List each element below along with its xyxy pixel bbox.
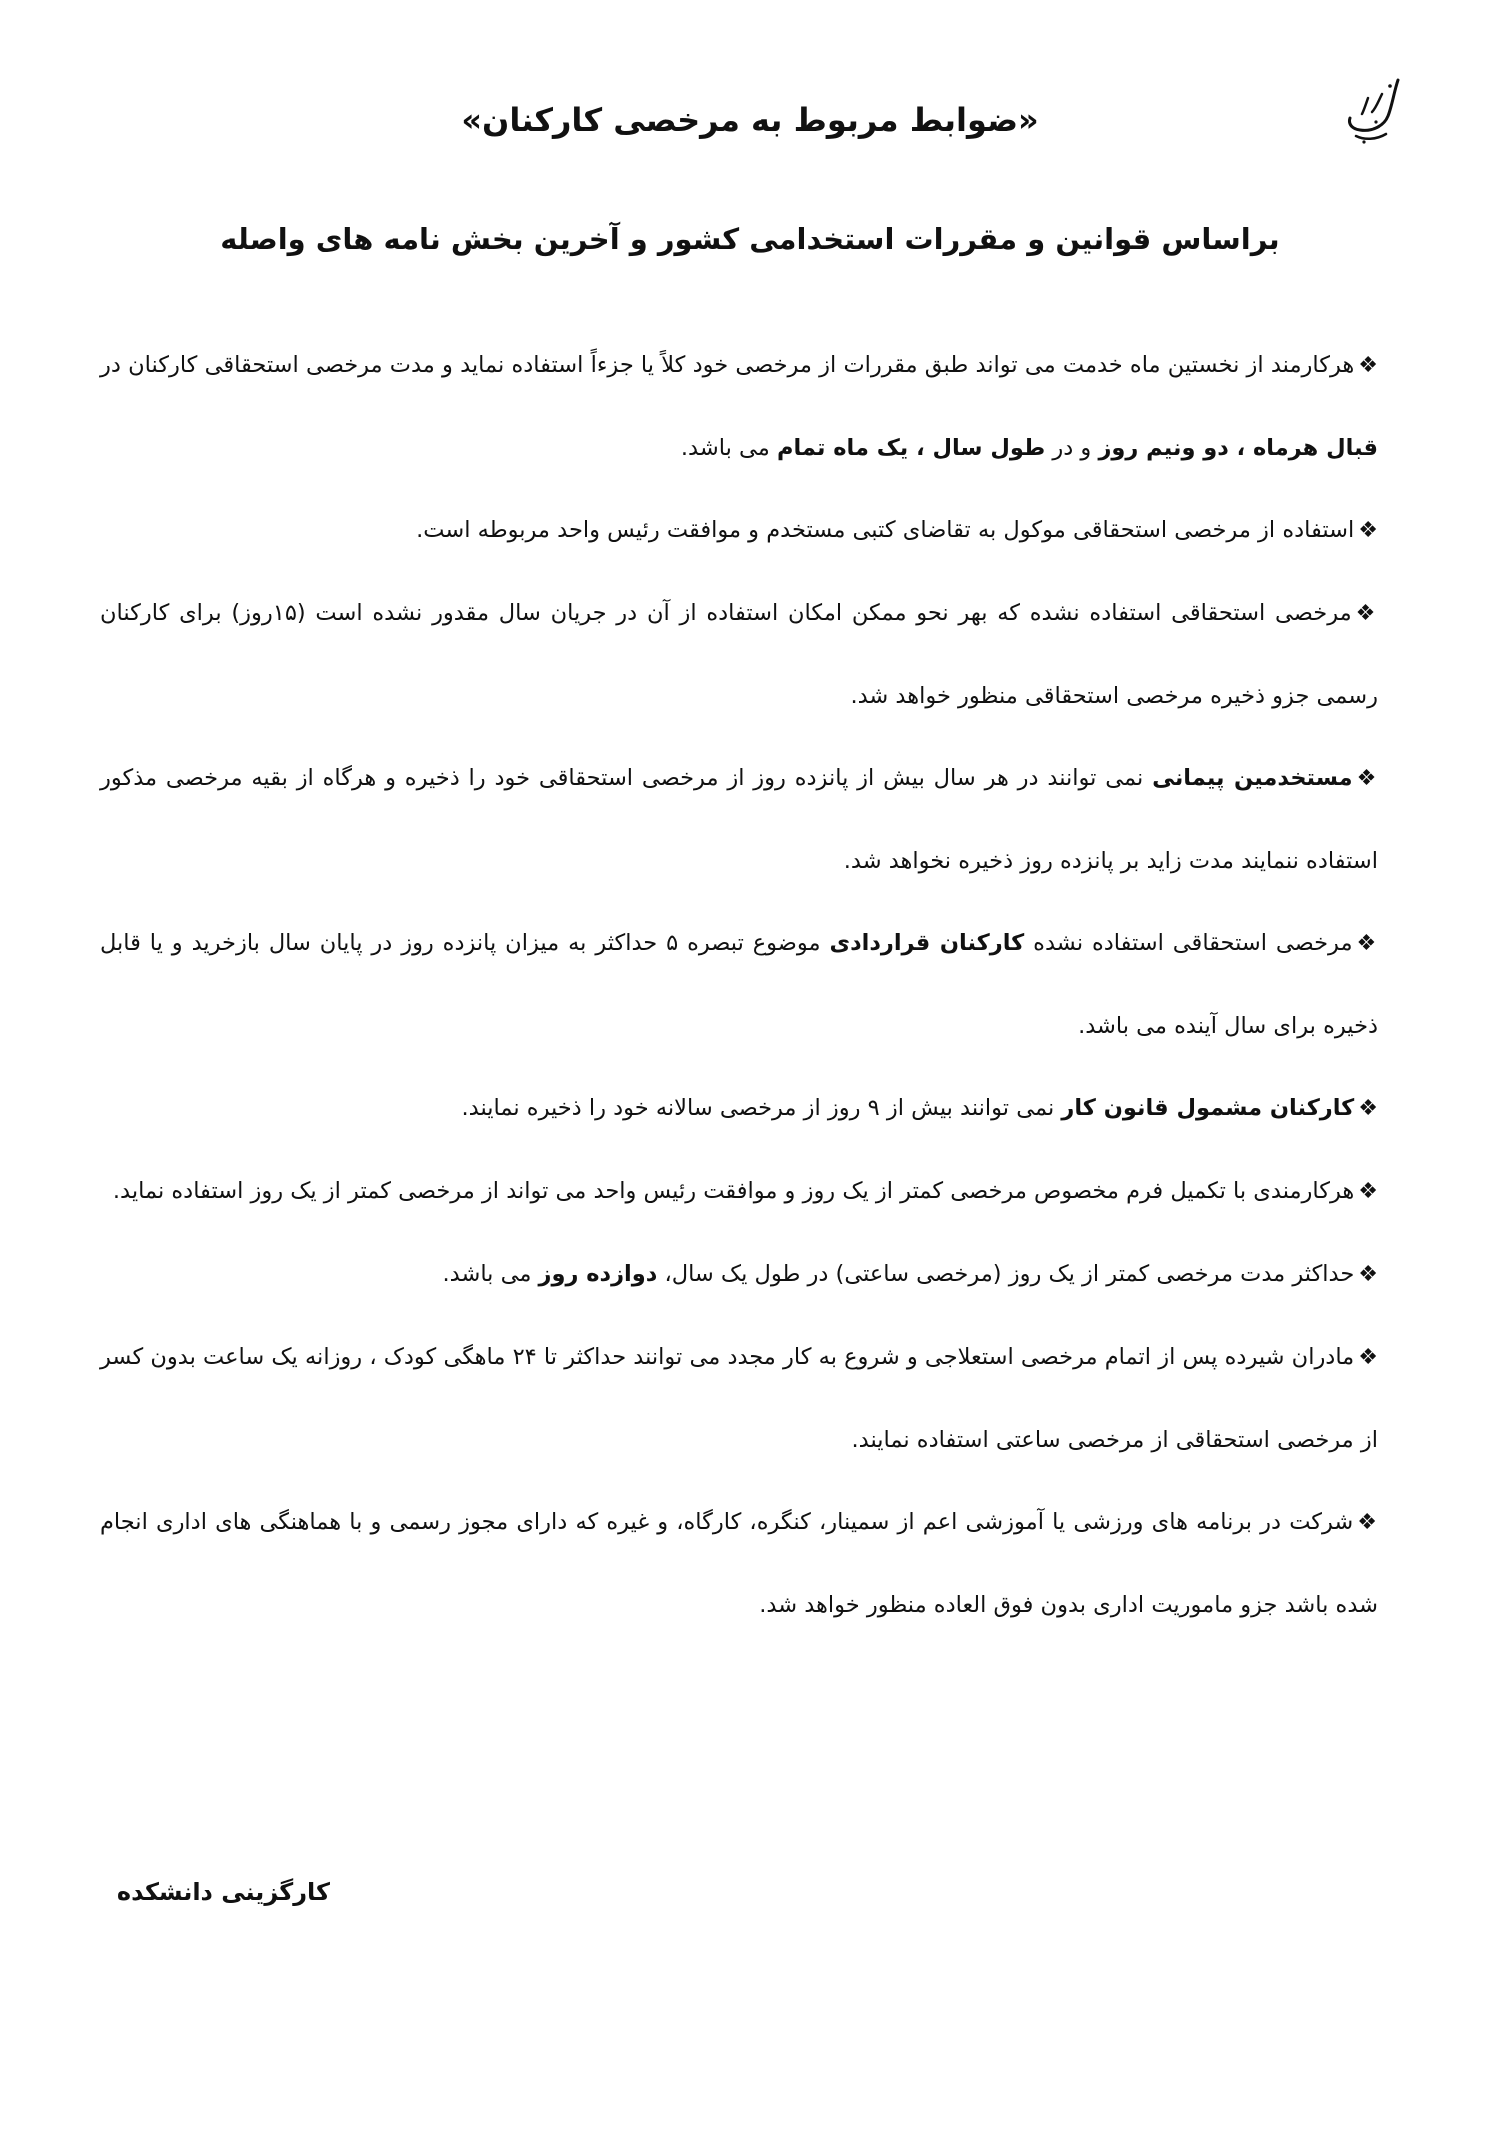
rule-text: استفاده از مرخصی استحقاقی موکول به تقاضای کتبی مستخدم و موافقت رئیس واحد مربوطه است. — [416, 517, 1355, 543]
bullet-icon: ❖ — [1356, 766, 1378, 791]
rule-emphasis: قبال هرماه ، دو ونیم روز — [1098, 435, 1378, 461]
rule-emphasis: طول سال ، یک ماه تمام — [776, 435, 1046, 461]
bullet-icon: ❖ — [1358, 353, 1378, 378]
rule-text: مرخصی استحقاقی استفاده نشده که بهر نحو ممکن امکان استفاده از آن در جریان سال مقدور نشده است (۱۵روز) برای کارکنان رسمی جزو ذخیره مرخصی استحقاقی منظور خواهد شد. — [100, 600, 1378, 709]
bullet-icon: ❖ — [1358, 518, 1378, 543]
rule-text: حداکثر مدت مرخصی کمتر از یک روز (مرخصی ساعتی) در طول یک سال، — [657, 1261, 1355, 1287]
rule-item — [100, 324, 1378, 489]
rule-emphasis: کارکنان مشمول قانون کار — [1061, 1095, 1355, 1121]
bullet-icon: ❖ — [1358, 1262, 1378, 1287]
bullet-icon: ❖ — [1355, 601, 1378, 626]
rule-text: می باشد. — [680, 435, 777, 461]
rule-item — [100, 489, 1378, 572]
rule-text: هرکارمندی با تکمیل فرم مخصوص مرخصی کمتر از یک روز و موافقت رئیس واحد می تواند از مرخصی کمتر از یک روز استفاده نماید. — [112, 1178, 1355, 1204]
rule-text: می باشد. — [442, 1261, 539, 1287]
rule-text: و در — [1045, 435, 1099, 461]
bullet-icon: ❖ — [1358, 1179, 1378, 1204]
rule-item — [100, 1316, 1378, 1481]
rule-emphasis: دوازده روز — [538, 1261, 658, 1287]
rule-item — [100, 1150, 1378, 1233]
rule-item — [100, 572, 1378, 737]
rule-item — [100, 1481, 1378, 1646]
bullet-icon: ❖ — [1358, 1096, 1378, 1121]
rule-text: موضوع تبصره ۵ حداکثر به میزان پانزده روز در پایان سال بازخرید و یا قابل ذخیره برای سال آینده می باشد. — [100, 930, 1378, 1039]
bullet-icon: ❖ — [1357, 1510, 1378, 1535]
rule-item — [100, 902, 1378, 1067]
rule-emphasis: مستخدمین پیمانی — [1152, 765, 1353, 791]
rule-text: مادران شیرده پس از اتمام مرخصی استعلاجی و شروع به کار مجدد می توانند حداکثر تا ۲۴ ماهگی کودک ، روزانه یک ساعت بدون کسر از مرخصی استحقاقی از مرخصی ساعتی استفاده نمایند. — [100, 1344, 1378, 1453]
document-title: «ضوابط مربوط به مرخصی کارکنان» — [461, 101, 1039, 139]
rule-emphasis: کارکنان قراردادی — [829, 930, 1025, 956]
rule-item — [100, 1233, 1378, 1316]
document-subtitle: براساس قوانین و مقررات استخدامی کشور و آخرین بخش نامه های واصله — [220, 222, 1280, 256]
rule-text: شرکت در برنامه های ورزشی یا آموزشی اعم از سمینار، کنگره، کارگاه، و غیره که دارای مجوز رسمی و با هماهنگی های اداری انجام شده باشد جزو ماموریت اداری بدون فوق العاده منظور خواهد شد. — [100, 1509, 1378, 1618]
bullet-icon: ❖ — [1358, 1345, 1378, 1370]
signature-office: کارگزینی دانشکده — [116, 1878, 330, 1906]
rule-text: هرکارمند از نخستین ماه خدمت می تواند طبق مقررات از مرخصی خود کلاً یا جزءاً استفاده نماید و مدت مرخصی استحقاقی کارکنان در — [100, 352, 1355, 378]
rule-text: نمی توانند در هر سال بیش از پانزده روز از مرخصی استحقاقی خود را ذخیره و هرگاه از بقیه مرخصی مذکور استفاده ننمایند مدت زاید بر پانزده روز ذخیره نخواهد شد. — [100, 765, 1378, 874]
rule-text: مرخصی استحقاقی استفاده نشده — [1024, 930, 1353, 956]
rule-item — [100, 1067, 1378, 1150]
bullet-icon: ❖ — [1356, 931, 1378, 956]
rule-item — [100, 737, 1378, 902]
rules-list — [100, 324, 1378, 1646]
rule-text: نمی توانند بیش از ۹ روز از مرخصی سالانه خود را ذخیره نمایند. — [461, 1095, 1062, 1121]
